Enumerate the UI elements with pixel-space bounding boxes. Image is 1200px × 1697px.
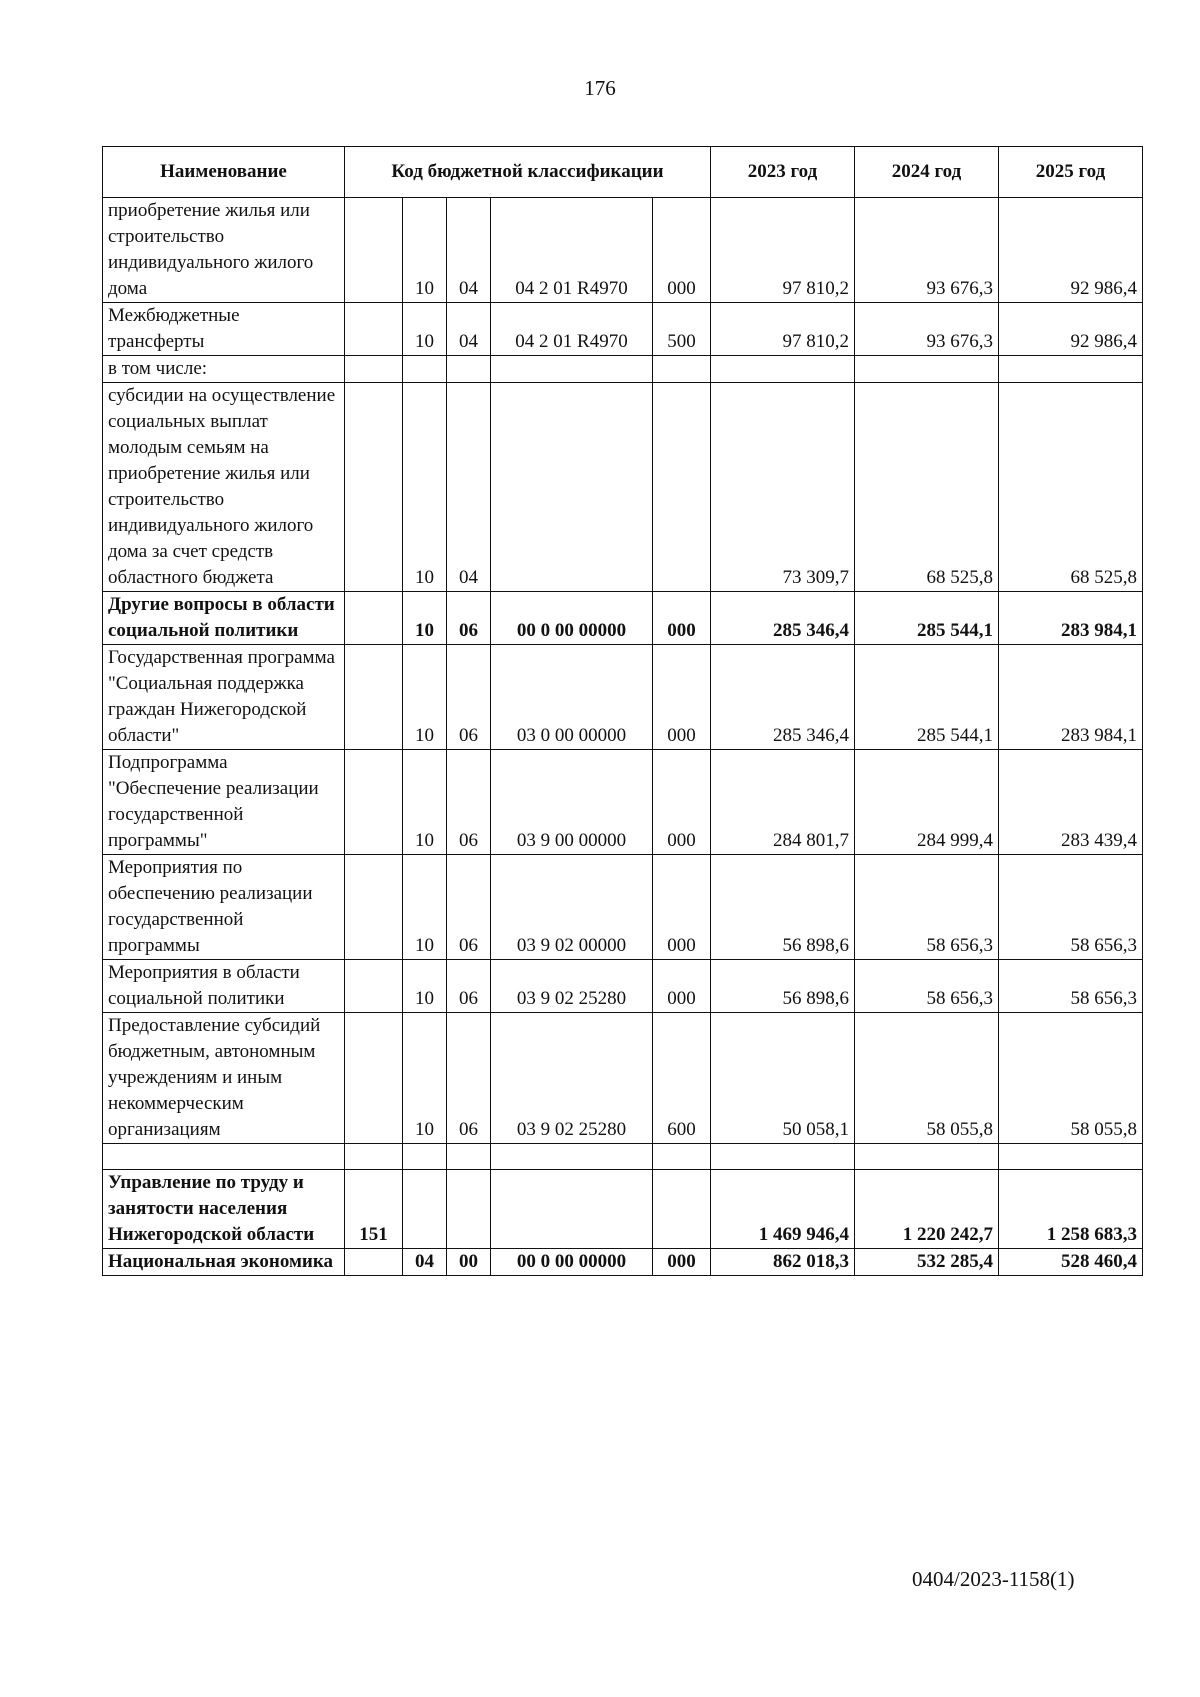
document-code: 0404/2023-1158(1): [912, 1567, 1075, 1591]
row-subsection: [447, 1170, 491, 1249]
table-row: [103, 1249, 1143, 1276]
row-dept: [345, 198, 403, 303]
row-subsection: 00: [447, 1249, 491, 1276]
row-type: 000: [653, 1249, 711, 1276]
table-row: [103, 198, 1143, 303]
row-name: Мероприятия по обеспечению реализации государственной программы: [103, 855, 345, 960]
row-name: Другие вопросы в области социальной политики: [103, 592, 345, 645]
row-dept: [345, 1013, 403, 1144]
row-subsection: [447, 356, 491, 383]
row-2024: 58 055,8: [855, 1013, 999, 1144]
row-section: 10: [403, 960, 447, 1013]
row-2025: 283 439,4: [999, 750, 1143, 855]
row-subsection: 06: [447, 592, 491, 645]
row-2025: 1 258 683,3: [999, 1170, 1143, 1249]
row-type: 600: [653, 1013, 711, 1144]
row-subsection: [447, 1144, 491, 1170]
row-2023: [711, 356, 855, 383]
row-name: Подпрограмма "Обеспечение реализации государственной программы": [103, 750, 345, 855]
row-name: приобретение жилья или строительство индивидуального жилого дома: [103, 198, 345, 303]
row-target: 03 0 00 00000: [491, 645, 653, 750]
row-2025: 58 055,8: [999, 1013, 1143, 1144]
row-target: 00 0 00 00000: [491, 1249, 653, 1276]
row-2023: 1 469 946,4: [711, 1170, 855, 1249]
table-row: [103, 855, 1143, 960]
row-2025: 68 525,8: [999, 383, 1143, 592]
row-2023: 50 058,1: [711, 1013, 855, 1144]
row-type: 500: [653, 303, 711, 356]
row-target: 04 2 01 R4970: [491, 198, 653, 303]
row-type: [653, 383, 711, 592]
row-section: 10: [403, 592, 447, 645]
row-target: [491, 1144, 653, 1170]
row-name: Мероприятия в области социальной политики: [103, 960, 345, 1013]
row-dept: 151: [345, 1170, 403, 1249]
row-type: 000: [653, 960, 711, 1013]
row-2025: 58 656,3: [999, 855, 1143, 960]
row-section: [403, 356, 447, 383]
row-2025: 92 986,4: [999, 303, 1143, 356]
row-2024: 93 676,3: [855, 198, 999, 303]
row-target: 04 2 01 R4970: [491, 303, 653, 356]
row-2023: 97 810,2: [711, 303, 855, 356]
row-dept: [345, 592, 403, 645]
row-name: Управление по труду и занятости населения Нижегородской области: [103, 1170, 345, 1249]
row-section: 10: [403, 198, 447, 303]
header-name: Наименование: [103, 147, 345, 198]
table-row: [103, 1013, 1143, 1144]
row-dept: [345, 645, 403, 750]
row-target: 03 9 02 25280: [491, 960, 653, 1013]
header-2025: 2025 год: [999, 147, 1143, 198]
header-2024: 2024 год: [855, 147, 999, 198]
row-subsection: 06: [447, 855, 491, 960]
row-name: Межбюджетные трансферты: [103, 303, 345, 356]
row-2023: [711, 1144, 855, 1170]
row-2025: 92 986,4: [999, 198, 1143, 303]
row-type: 000: [653, 855, 711, 960]
row-type: [653, 356, 711, 383]
row-subsection: 04: [447, 303, 491, 356]
row-dept: [345, 1144, 403, 1170]
row-target: [491, 1170, 653, 1249]
row-target: 03 9 00 00000: [491, 750, 653, 855]
row-subsection: 06: [447, 960, 491, 1013]
row-type: 000: [653, 750, 711, 855]
row-name: в том числе:: [103, 356, 345, 383]
row-dept: [345, 960, 403, 1013]
row-2024: 532 285,4: [855, 1249, 999, 1276]
row-2023: 73 309,7: [711, 383, 855, 592]
row-section: 10: [403, 1013, 447, 1144]
row-section: 10: [403, 303, 447, 356]
row-type: 000: [653, 645, 711, 750]
row-section: [403, 1144, 447, 1170]
row-2024: 285 544,1: [855, 592, 999, 645]
row-2024: 284 999,4: [855, 750, 999, 855]
row-name: [103, 1144, 345, 1170]
row-name: Предоставление субсидий бюджетным, автономным учреждениям и иным некоммерческим организациям: [103, 1013, 345, 1144]
row-2025: 528 460,4: [999, 1249, 1143, 1276]
row-2024: 58 656,3: [855, 960, 999, 1013]
row-2024: 58 656,3: [855, 855, 999, 960]
row-2024: 93 676,3: [855, 303, 999, 356]
row-2023: 284 801,7: [711, 750, 855, 855]
page-number: 176: [584, 76, 616, 100]
row-subsection: 04: [447, 383, 491, 592]
row-2023: 56 898,6: [711, 855, 855, 960]
row-type: 000: [653, 592, 711, 645]
row-target: [491, 383, 653, 592]
row-subsection: 06: [447, 1013, 491, 1144]
row-2023: 285 346,4: [711, 592, 855, 645]
row-subsection: 04: [447, 198, 491, 303]
row-2023: 285 346,4: [711, 645, 855, 750]
table-row: [103, 1170, 1143, 1249]
table-row: [103, 960, 1143, 1013]
row-type: 000: [653, 198, 711, 303]
row-section: 10: [403, 855, 447, 960]
row-dept: [345, 383, 403, 592]
header-code: Код бюджетной классификации: [345, 147, 711, 198]
row-dept: [345, 750, 403, 855]
row-subsection: 06: [447, 750, 491, 855]
row-subsection: 06: [447, 645, 491, 750]
table-row-spacer: [103, 1144, 1143, 1170]
row-section: 10: [403, 750, 447, 855]
row-2024: [855, 356, 999, 383]
row-2025: 283 984,1: [999, 645, 1143, 750]
row-dept: [345, 303, 403, 356]
row-dept: [345, 1249, 403, 1276]
table-row: [103, 303, 1143, 356]
row-dept: [345, 356, 403, 383]
table-row: [103, 592, 1143, 645]
row-2025: 283 984,1: [999, 592, 1143, 645]
table-row: [103, 383, 1143, 592]
table-row: [103, 356, 1143, 383]
row-section: [403, 1170, 447, 1249]
header-2023: 2023 год: [711, 147, 855, 198]
row-name: субсидии на осуществление социальных выплат молодым семьям на приобретение жилья или строительство индивидуального жилого дома за счет средств областного бюджета: [103, 383, 345, 592]
row-name: Национальная экономика: [103, 1249, 345, 1276]
row-target: 00 0 00 00000: [491, 592, 653, 645]
row-2024: 68 525,8: [855, 383, 999, 592]
row-2025: [999, 1144, 1143, 1170]
row-dept: [345, 855, 403, 960]
budget-table: [102, 146, 1143, 1276]
row-section: 04: [403, 1249, 447, 1276]
row-2023: 97 810,2: [711, 198, 855, 303]
row-target: [491, 356, 653, 383]
row-2024: [855, 1144, 999, 1170]
row-2023: 56 898,6: [711, 960, 855, 1013]
row-section: 10: [403, 383, 447, 592]
table-row: [103, 645, 1143, 750]
row-2024: 1 220 242,7: [855, 1170, 999, 1249]
row-2025: [999, 356, 1143, 383]
row-name: Государственная программа "Социальная поддержка граждан Нижегородской области": [103, 645, 345, 750]
row-2023: 862 018,3: [711, 1249, 855, 1276]
row-2025: 58 656,3: [999, 960, 1143, 1013]
table-row: [103, 750, 1143, 855]
row-section: 10: [403, 645, 447, 750]
row-2024: 285 544,1: [855, 645, 999, 750]
row-target: 03 9 02 00000: [491, 855, 653, 960]
row-type: [653, 1144, 711, 1170]
row-target: 03 9 02 25280: [491, 1013, 653, 1144]
table-header-row: [103, 147, 1143, 198]
row-type: [653, 1170, 711, 1249]
